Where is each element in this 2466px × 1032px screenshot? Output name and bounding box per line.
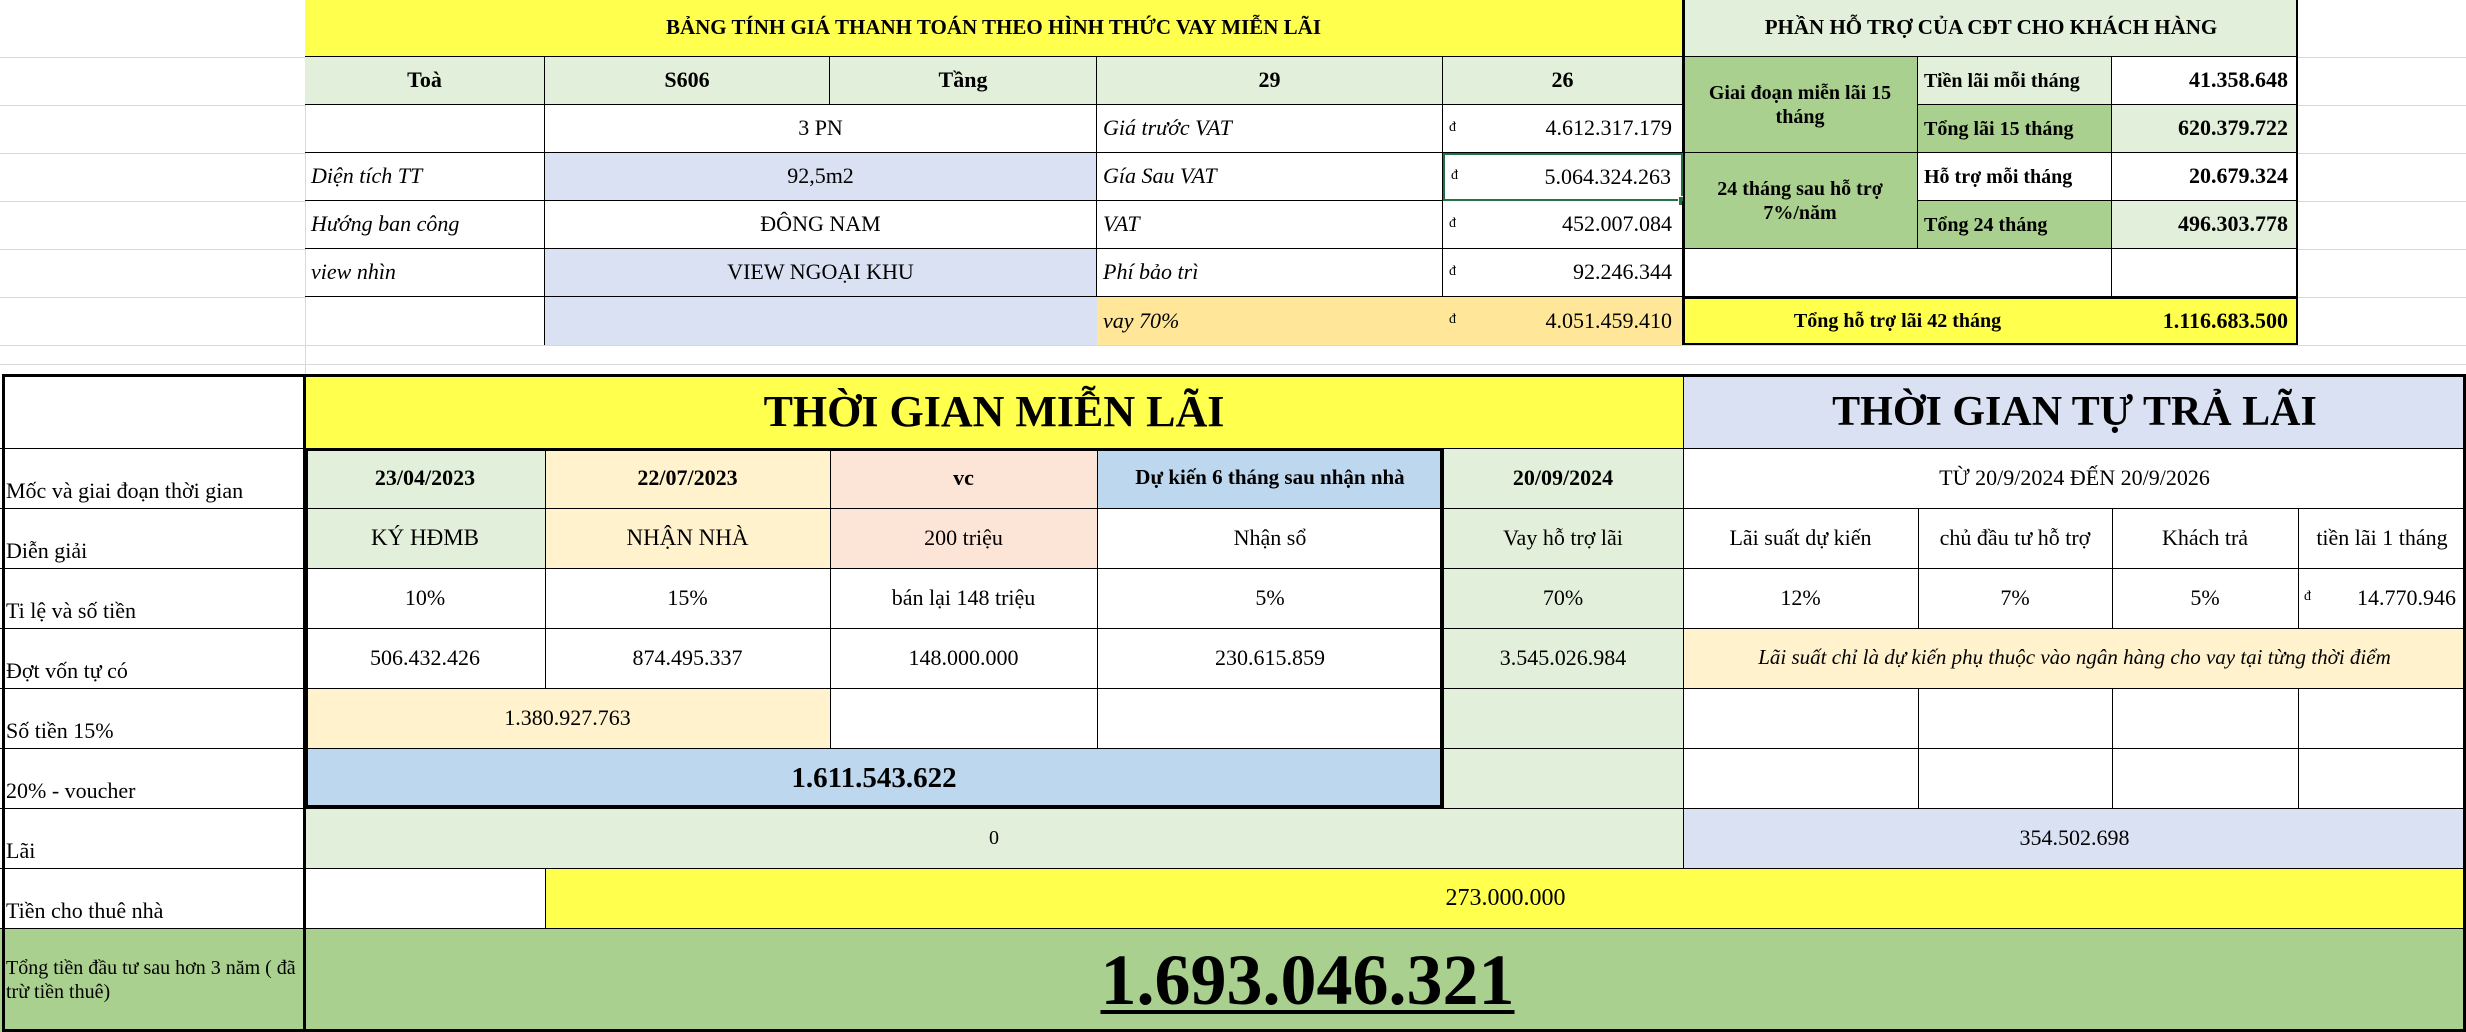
empty-cell[interactable] bbox=[1683, 249, 2112, 297]
grid-line bbox=[1097, 688, 1098, 748]
empty-shaded-cell[interactable] bbox=[545, 297, 1097, 345]
empty-cell[interactable] bbox=[1918, 748, 2112, 808]
vat-label: VAT bbox=[1097, 201, 1443, 249]
desc-5[interactable]: Vay hỗ trợ lãi bbox=[1443, 508, 1683, 568]
tien-thue-value[interactable]: 273.000.000 bbox=[545, 868, 2466, 928]
empty-cell[interactable] bbox=[2112, 688, 2298, 748]
value-tien-lai-1-thang[interactable] bbox=[2298, 568, 2466, 628]
tong-lai-15-label: Tổng lãi 15 tháng bbox=[1918, 105, 2112, 153]
tong-24-value[interactable]: 496.303.778 bbox=[2112, 201, 2298, 249]
grid-line bbox=[1683, 688, 2466, 689]
gridline bbox=[2298, 153, 2466, 154]
gia-sau-vat-amount: 5.064.324.263 bbox=[1544, 163, 1671, 189]
tong-ho-tro-label: Tổng hỗ trợ lãi 42 tháng bbox=[1683, 297, 2112, 345]
currency-symbol: đ bbox=[2304, 588, 2311, 604]
huong-value[interactable]: ĐÔNG NAM bbox=[545, 201, 1097, 249]
milestone-1[interactable]: 23/04/2023 bbox=[305, 448, 545, 508]
gridline bbox=[0, 201, 305, 202]
dien-tich-label: Diện tích TT bbox=[305, 153, 545, 201]
tong-dau-tu-amount: 1.693.046.321 bbox=[1100, 939, 1515, 1020]
tong-lai-15-value[interactable]: 620.379.722 bbox=[2112, 105, 2298, 153]
grid-line bbox=[0, 748, 2466, 749]
gia-truoc-vat-label: Giá trước VAT bbox=[1097, 105, 1443, 153]
milestone-3[interactable]: vc bbox=[830, 448, 1097, 508]
grid-line bbox=[1918, 508, 1919, 628]
tong-24-label: Tổng 24 tháng bbox=[1918, 201, 2112, 249]
gridline bbox=[0, 345, 2466, 346]
empty-cell[interactable] bbox=[1097, 688, 1443, 748]
row-label-lai: Lãi bbox=[6, 837, 36, 863]
tang-value[interactable]: 29 bbox=[1097, 57, 1443, 105]
gridline bbox=[0, 57, 305, 58]
giai-doan-mien-lai-label: Giai đoạn miễn lãi 15 tháng bbox=[1683, 57, 1918, 153]
grid-line bbox=[1683, 448, 1684, 688]
gridline bbox=[2298, 201, 2466, 202]
grid-line bbox=[1683, 748, 1684, 808]
empty-cell[interactable] bbox=[0, 376, 305, 448]
header-cdt-ho-tro: chủ đầu tư hỗ trợ bbox=[1939, 524, 2091, 550]
grid-line bbox=[0, 808, 2466, 809]
tien-lai-label: Tiền lãi mỗi tháng bbox=[1918, 57, 2112, 105]
gridline bbox=[0, 297, 305, 298]
empty-shaded-cell[interactable] bbox=[1443, 688, 1683, 748]
tu-tra-lai-title: THỜI GIAN TỰ TRẢ LÃI bbox=[1683, 376, 2466, 448]
gia-truoc-vat-amount: 4.612.317.179 bbox=[1545, 115, 1672, 141]
gridline bbox=[2298, 57, 2466, 58]
gridline bbox=[2298, 297, 2466, 298]
room-type[interactable]: 3 PN bbox=[545, 105, 1097, 153]
empty-cell[interactable] bbox=[2112, 748, 2298, 808]
toa-value[interactable]: S606 bbox=[545, 57, 830, 105]
ho-tro-moi-thang-value[interactable]: 20.679.324 bbox=[2112, 153, 2298, 201]
gridline bbox=[0, 153, 305, 154]
ho-tro-moi-thang-label: Hỗ trợ mỗi tháng bbox=[1918, 153, 2112, 201]
row-label-dien-giai: Diễn giải bbox=[6, 537, 88, 563]
gia-sau-vat-label: Gía Sau VAT bbox=[1097, 153, 1443, 201]
tien-lai-1-thang-amount: 14.770.946 bbox=[2357, 584, 2456, 610]
phi-bao-tri-amount: 92.246.344 bbox=[1573, 259, 1672, 285]
capital-1[interactable]: 506.432.426 bbox=[370, 644, 480, 670]
grid-line bbox=[0, 928, 2466, 929]
ratio-1[interactable]: 10% bbox=[404, 584, 446, 610]
grid-line bbox=[2298, 748, 2299, 808]
price-table-title: BẢNG TÍNH GIÁ THANH TOÁN THEO HÌNH THỨC VAY MIỄN LÃI bbox=[305, 0, 1683, 57]
tong-ho-tro-value[interactable]: 1.116.683.500 bbox=[2112, 297, 2298, 345]
huong-label: Hướng ban công bbox=[305, 201, 545, 249]
lai-mien-value[interactable]: 0 bbox=[305, 808, 1683, 868]
milestone-4[interactable]: Dự kiến 6 tháng sau nhận nhà bbox=[1097, 448, 1443, 508]
ratio-3[interactable]: bán lại 148 triệu bbox=[891, 584, 1036, 610]
desc-1[interactable]: KÝ HĐMB bbox=[305, 508, 545, 568]
grid-line bbox=[545, 448, 546, 688]
capital-3[interactable]: 148.000.000 bbox=[908, 644, 1019, 670]
value-lai-suat[interactable]: 12% bbox=[1780, 584, 1821, 610]
gia-truoc-vat-value[interactable] bbox=[1443, 105, 1683, 153]
currency-symbol: đ bbox=[1451, 167, 1458, 183]
grid-line bbox=[0, 448, 2466, 449]
view-label: view nhìn bbox=[305, 249, 545, 297]
ratio-4[interactable]: 5% bbox=[1255, 584, 1285, 610]
ho-tro-24-label: 24 tháng sau hỗ trợ 7%/năm bbox=[1683, 153, 1918, 249]
gia-sau-vat-value-selected[interactable] bbox=[1443, 153, 1683, 201]
tien-lai-value[interactable]: 41.358.648 bbox=[2112, 57, 2298, 105]
vat-amount: 452.007.084 bbox=[1562, 211, 1672, 237]
grid-line bbox=[830, 448, 831, 688]
grid-line bbox=[1443, 748, 1444, 808]
grid-line bbox=[0, 508, 2466, 509]
capital-5[interactable]: 3.545.026.984 bbox=[1443, 628, 1683, 688]
grid-line bbox=[2298, 508, 2299, 628]
empty-cell[interactable] bbox=[2298, 688, 2466, 748]
empty-cell[interactable] bbox=[305, 868, 545, 928]
desc-2[interactable]: NHẬN NHÀ bbox=[545, 508, 830, 568]
view-value[interactable]: VIEW NGOẠI KHU bbox=[545, 249, 1097, 297]
empty-cell[interactable] bbox=[2112, 249, 2298, 297]
capital-2[interactable]: 874.495.337 bbox=[632, 644, 743, 670]
empty-cell[interactable] bbox=[830, 688, 1097, 748]
vay-label: vay 70% bbox=[1097, 297, 1443, 345]
tong-dau-tu-value[interactable] bbox=[305, 928, 2466, 1032]
grid-line bbox=[2112, 688, 2113, 748]
grid-line bbox=[1097, 448, 1098, 688]
currency-symbol: đ bbox=[1449, 263, 1456, 279]
desc-4[interactable]: Nhận sổ bbox=[1233, 524, 1307, 550]
voucher-value[interactable]: 1.611.543.622 bbox=[305, 748, 1443, 808]
header-khach-tra: Khách trả bbox=[2161, 524, 2249, 550]
vay-amount: 4.051.459.410 bbox=[1545, 307, 1672, 333]
grid-line bbox=[1683, 808, 1684, 868]
gridline bbox=[0, 364, 2466, 365]
row-label-voucher: 20% - voucher bbox=[6, 777, 136, 803]
period-range[interactable]: TỪ 20/9/2024 ĐẾN 20/9/2026 bbox=[1939, 464, 2210, 490]
row-label-tien-thue: Tiền cho thuê nhà bbox=[6, 897, 164, 923]
header-lai-suat: Lãi suất dự kiến bbox=[1729, 524, 1872, 550]
row-label-dot-von: Đợt vốn tự có bbox=[6, 657, 128, 683]
grid-line bbox=[545, 868, 546, 928]
grid-line bbox=[0, 568, 2466, 569]
grid-line bbox=[0, 688, 1683, 689]
toa-label: Toà bbox=[305, 57, 545, 105]
grid-line bbox=[1443, 448, 1444, 688]
gridline bbox=[2298, 105, 2466, 106]
grid-line bbox=[0, 628, 2466, 629]
grid-line bbox=[2112, 508, 2113, 628]
row-label-so-tien-15: Số tiền 15% bbox=[6, 717, 114, 743]
gridline bbox=[0, 249, 305, 250]
empty-cell[interactable] bbox=[2298, 748, 2466, 808]
gridline bbox=[0, 105, 305, 106]
grid-line bbox=[0, 868, 2466, 869]
empty-cell[interactable] bbox=[305, 297, 545, 345]
row-label-tong-dau-tu: Tổng tiền đầu tư sau hơn 3 năm ( đã trừ tiền thuê) bbox=[0, 928, 305, 1032]
grid-line bbox=[1443, 688, 1444, 748]
empty-cell[interactable] bbox=[1683, 748, 1918, 808]
empty-cell[interactable] bbox=[1683, 688, 1918, 748]
value-cdt-ho-tro[interactable]: 7% bbox=[2000, 584, 2030, 610]
dien-tich-value[interactable]: 92,5m2 bbox=[545, 153, 1097, 201]
capital-4[interactable]: 230.615.859 bbox=[1215, 644, 1325, 670]
currency-symbol: đ bbox=[1449, 215, 1456, 231]
grid-line bbox=[2112, 748, 2113, 808]
value-khach-tra[interactable]: 5% bbox=[2190, 584, 2220, 610]
unit-number[interactable]: 26 bbox=[1443, 57, 1683, 105]
milestone-2[interactable]: 22/07/2023 bbox=[545, 448, 830, 508]
grid-line bbox=[1918, 688, 1919, 748]
grid-line bbox=[1683, 688, 1684, 748]
empty-cell[interactable] bbox=[1918, 688, 2112, 748]
currency-symbol: đ bbox=[1449, 311, 1456, 327]
grid-line bbox=[2298, 688, 2299, 748]
support-title: PHẦN HỖ TRỢ CỦA CĐT CHO KHÁCH HÀNG bbox=[1683, 0, 2298, 57]
tang-label: Tầng bbox=[830, 57, 1097, 105]
interest-note: Lãi suất chỉ là dự kiến phụ thuộc vào ngân hàng cho vay tại từng thời điểm bbox=[1683, 628, 2466, 688]
grid-line bbox=[830, 688, 831, 748]
empty-cell[interactable] bbox=[305, 105, 545, 153]
mien-lai-title: THỜI GIAN MIỄN LÃI bbox=[305, 376, 1683, 448]
row-label-ti-le: Ti lệ và số tiền bbox=[6, 597, 136, 623]
vay-value[interactable] bbox=[1443, 297, 1683, 345]
row-label-moc: Mốc và giai đoạn thời gian bbox=[6, 477, 244, 503]
phi-bao-tri-label: Phí bảo trì bbox=[1097, 249, 1443, 297]
lai-tu-tra-value[interactable]: 354.502.698 bbox=[1683, 808, 2466, 868]
ratio-2[interactable]: 15% bbox=[667, 584, 708, 610]
currency-symbol: đ bbox=[1449, 119, 1456, 135]
header-tien-lai-1-thang: tiền lãi 1 tháng bbox=[2316, 524, 2448, 550]
empty-shaded-cell[interactable] bbox=[1443, 748, 1683, 808]
phi-bao-tri-value[interactable] bbox=[1443, 249, 1683, 297]
so-tien-15-value[interactable]: 1.380.927.763 bbox=[305, 688, 830, 748]
grid-line bbox=[1918, 748, 1919, 808]
milestone-5[interactable]: 20/09/2024 bbox=[1443, 448, 1683, 508]
grid-line bbox=[1683, 376, 1684, 448]
vat-value[interactable] bbox=[1443, 201, 1683, 249]
desc-3[interactable]: 200 triệu bbox=[830, 508, 1097, 568]
gridline bbox=[2298, 249, 2466, 250]
ratio-5[interactable]: 70% bbox=[1443, 568, 1683, 628]
